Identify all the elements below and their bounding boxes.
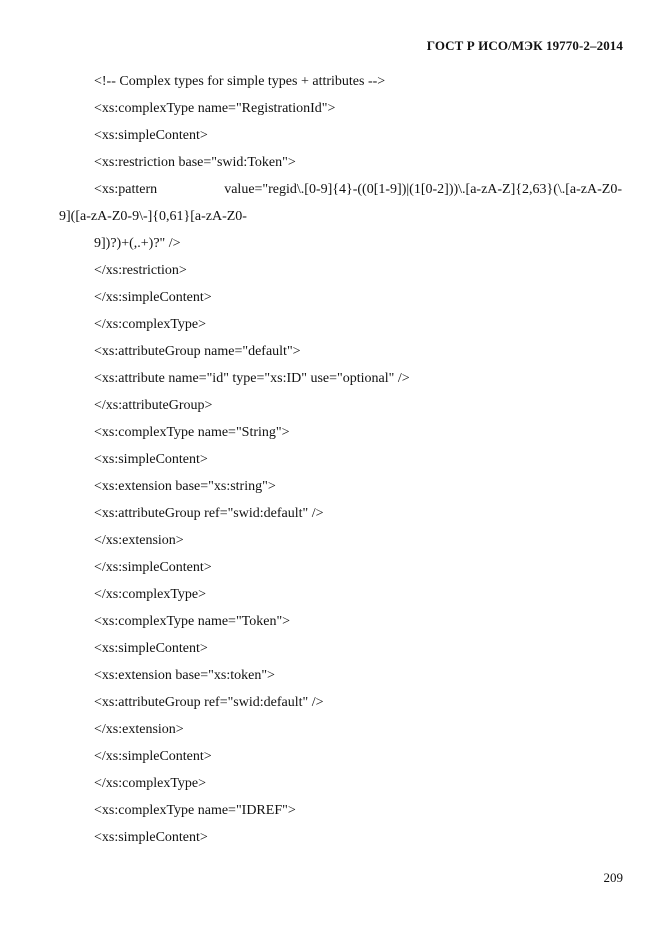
- code-line: </xs:complexType>: [94, 317, 207, 332]
- code-line: <xs:complexType name="String">: [94, 425, 290, 440]
- pattern-value: value="regid\.[0-9]{4}-((0[1-9])|(1[0-2]))\.[a-zA-Z]{2,63}(\.[a-zA-Z0-: [224, 182, 622, 197]
- code-line: <xs:simpleContent>: [94, 641, 208, 656]
- code-line: </xs:simpleContent>: [94, 749, 212, 764]
- code-line: <xs:simpleContent>: [94, 128, 208, 143]
- code-line: </xs:restriction>: [94, 263, 187, 278]
- code-line: <xs:attributeGroup ref="swid:default" />: [94, 506, 324, 521]
- code-line: </xs:attributeGroup>: [94, 398, 213, 413]
- code-line: <xs:restriction base="swid:Token">: [94, 155, 296, 170]
- code-line: <xs:complexType name="IDREF">: [94, 803, 296, 818]
- code-line: </xs:simpleContent>: [94, 290, 212, 305]
- code-line: <xs:attributeGroup name="default">: [94, 344, 301, 359]
- code-line: </xs:extension>: [94, 722, 184, 737]
- code-line: <xs:complexType name="RegistrationId">: [94, 101, 336, 116]
- pattern-tag: <xs:pattern: [94, 182, 158, 197]
- code-line: </xs:extension>: [94, 533, 184, 548]
- page-number: 209: [603, 870, 623, 885]
- code-line: <xs:simpleContent>: [94, 830, 208, 845]
- code-line: <xs:attributeGroup ref="swid:default" />: [94, 695, 324, 710]
- code-line: <!-- Complex types for simple types + attributes -->: [94, 74, 386, 89]
- code-line: <xs:extension base="xs:string">: [94, 479, 276, 494]
- code-line: <xs:complexType name="Token">: [94, 614, 291, 629]
- code-line: </xs:complexType>: [94, 587, 207, 602]
- code-line: </xs:simpleContent>: [94, 560, 212, 575]
- code-listing: [0, 68, 661, 851]
- code-line: </xs:complexType>: [94, 776, 207, 791]
- code-line: <xs:simpleContent>: [94, 452, 208, 467]
- standard-header: ГОСТ Р ИСО/МЭК 19770-2–2014: [426, 38, 623, 53]
- code-line: <xs:attribute name="id" type="xs:ID" use="optional" />: [94, 371, 410, 386]
- code-line: 9])?)+(,.+)?" />: [94, 236, 181, 251]
- code-line-continuation: 9]([a-zA-Z0-9\-]{0,61}[a-zA-Z0-: [59, 209, 247, 224]
- code-line: <xs:extension base="xs:token">: [94, 668, 275, 683]
- pattern-line: [0, 176, 622, 203]
